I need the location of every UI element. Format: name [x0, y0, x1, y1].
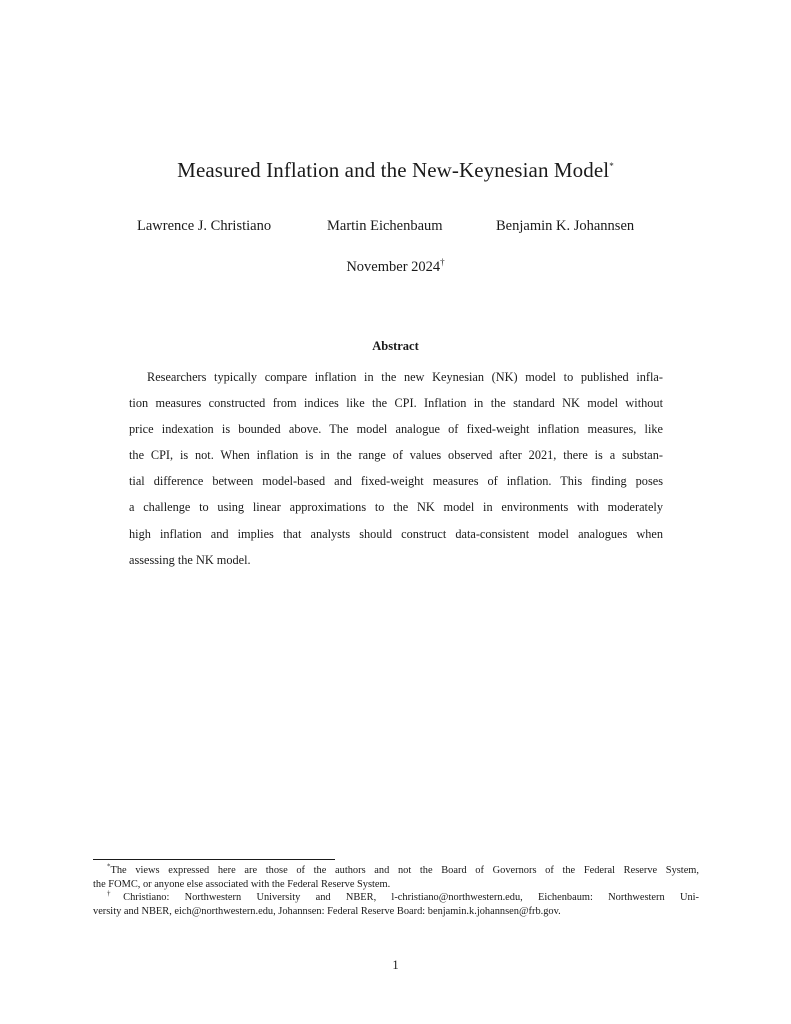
- paper-title: [0, 158, 791, 183]
- paper-title-text: Measured Inflation and the New-Keynesian Model: [177, 158, 610, 182]
- author-johannsen: Benjamin K. Johannsen: [496, 218, 635, 234]
- footnote-2-mark: †: [107, 889, 124, 898]
- footnote-1-mark: *: [107, 862, 111, 871]
- date-footnote-mark: †: [440, 257, 445, 268]
- author-christiano: Lawrence J. Christiano: [137, 218, 272, 234]
- paper-date-text: November 2024: [346, 259, 441, 275]
- footnote-1-line: [93, 864, 699, 878]
- abstract-line: price indexation is bounded above. The model analogue of fixed-weight inflation measures, like: [129, 422, 663, 437]
- abstract-line: high inflation and implies that analysts should construct data-consistent model analogues when: [129, 526, 663, 541]
- abstract-line: tion measures constructed from indices like the CPI. Inflation in the standard NK model without: [129, 396, 663, 411]
- abstract-body: [129, 364, 663, 573]
- abstract-line: the CPI, is not. When inflation is in the range of values observed after 2021, there is a substan-: [129, 448, 663, 463]
- abstract-line: Researchers typically compare inflation in the new Keynesian (NK) model to published infla-: [147, 370, 663, 384]
- footnotes: [93, 864, 699, 918]
- abstract-line: assessing the NK model.: [129, 552, 251, 567]
- footnote-2-line: [93, 891, 699, 905]
- footnote-divider: [93, 859, 335, 860]
- abstract-heading: Abstract: [372, 339, 419, 353]
- abstract-line: tial difference between model-based and fixed-weight measures of inflation. This finding poses: [129, 474, 663, 489]
- author-eichenbaum: Martin Eichenbaum: [327, 218, 443, 234]
- abstract-line: a challenge to using linear approximations to the NK model in environments with moderately: [129, 500, 663, 515]
- footnote-2-text: Christiano: Northwestern University and NBER, l-christiano@northwestern.edu, Eichenbaum: Northwestern Uni-: [123, 892, 699, 904]
- title-footnote-mark: *: [609, 161, 614, 171]
- footnote-1-text: The views expressed here are those of the authors and not the Board of Governors of the Federal Reserve System,: [110, 865, 699, 876]
- footnote-1-line: the FOMC, or anyone else associated with the Federal Reserve System.: [93, 878, 391, 890]
- footnote-2-line: versity and NBER, eich@northwestern.edu, Johannsen: Federal Reserve Board: benjamin.k.johannsen@frb.gov.: [93, 905, 561, 917]
- paper-date: [0, 259, 791, 276]
- page-number: 1: [392, 958, 399, 972]
